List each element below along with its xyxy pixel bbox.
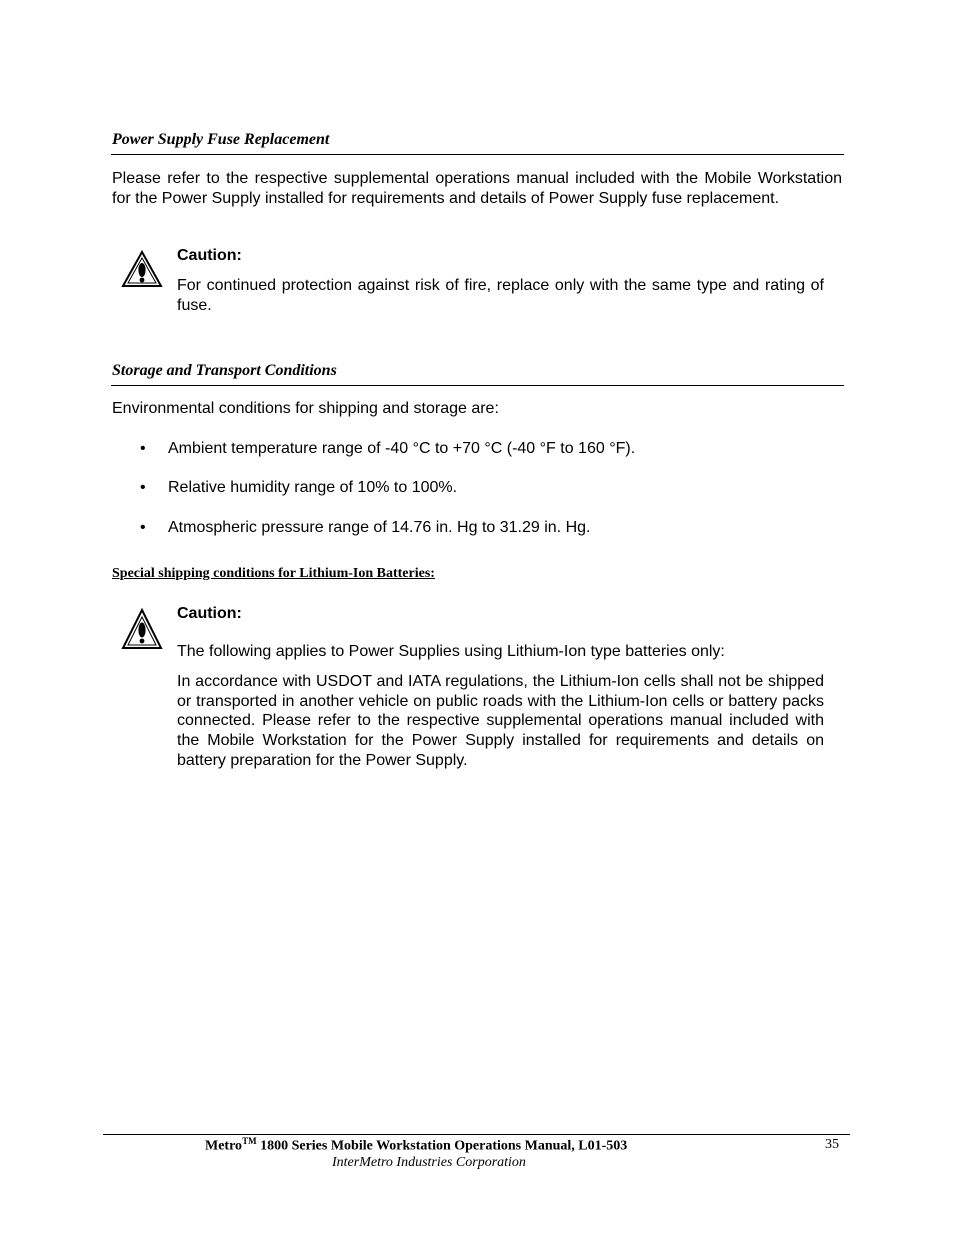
section-rule xyxy=(111,385,844,386)
bullet-marker: • xyxy=(140,440,146,457)
lithium-subheading: Special shipping conditions for Lithium-Ion Batteries: xyxy=(112,566,435,581)
bullet-marker: • xyxy=(140,479,146,496)
page-number: 35 xyxy=(825,1137,839,1152)
footer-company: InterMetro Industries Corporation xyxy=(332,1155,526,1170)
caution-paragraph: In accordance with USDOT and IATA regulations, the Lithium-Ion cells shall not be shipped or transported in another vehicle on public roads with the Lithium-Ion cells or battery packs connected. Please refer to the respective supplemental operations manual included with the Mobile Workstation for the Power Supply installed for requirements and details on battery preparation for the Power Supply. xyxy=(177,673,824,769)
footer-rule xyxy=(103,1134,850,1135)
storage-intro: Environmental conditions for shipping and storage are: xyxy=(112,400,499,417)
section-heading-storage: Storage and Transport Conditions xyxy=(112,362,337,379)
list-item: Atmospheric pressure range of 14.76 in. Hg to 31.29 in. Hg. xyxy=(168,519,591,536)
section-rule xyxy=(111,154,844,155)
warning-triangle-icon xyxy=(121,250,163,288)
footer-title-prefix: Metro xyxy=(205,1138,243,1154)
caution-title: Caution: xyxy=(177,605,242,622)
fuse-paragraph: Please refer to the respective supplemental operations manual included with the Mobile Workstation for the Power Supply installed for requirements and details of Power Supply fuse replacement. xyxy=(112,170,842,207)
footer-title xyxy=(205,1136,627,1155)
caution-text: For continued protection against risk of fire, replace only with the same type and rating of fuse. xyxy=(177,277,824,314)
footer-title-rest: 1800 Series Mobile Workstation Operations Manual, L01-503 xyxy=(256,1138,628,1154)
caution-title: Caution: xyxy=(177,247,242,264)
section-heading-fuse: Power Supply Fuse Replacement xyxy=(112,131,330,148)
trademark-mark: TM xyxy=(242,1136,257,1146)
list-item: Relative humidity range of 10% to 100%. xyxy=(168,479,458,496)
list-item: Ambient temperature range of -40 °C to +70 °C (-40 °F to 160 °F). xyxy=(168,440,636,457)
bullet-marker: • xyxy=(140,519,146,536)
warning-triangle-icon xyxy=(121,608,163,650)
caution-line: The following applies to Power Supplies using Lithium-Ion type batteries only: xyxy=(177,643,725,660)
